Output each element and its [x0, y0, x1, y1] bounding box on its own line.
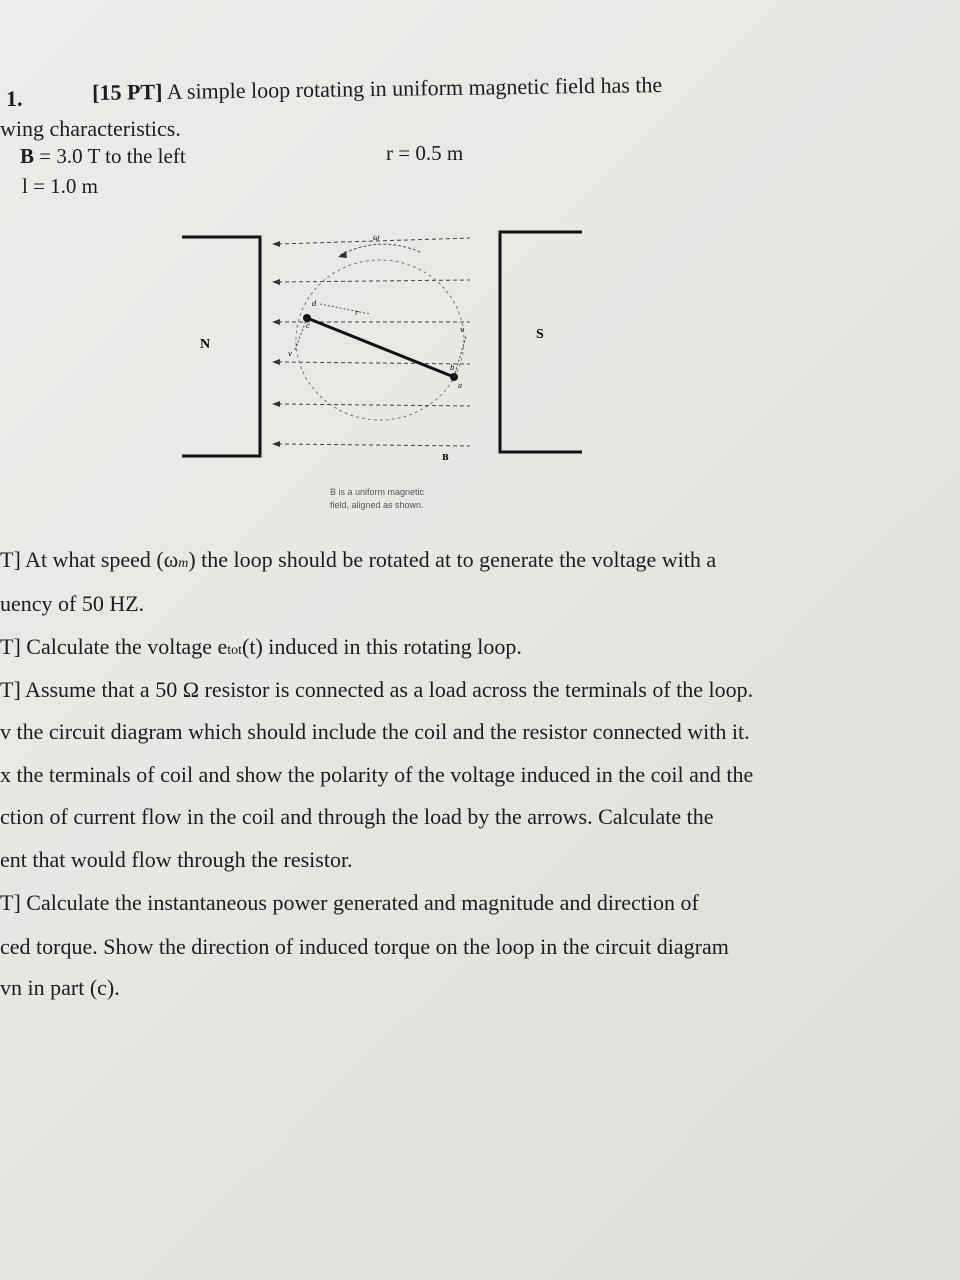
north-pole-bracket	[182, 237, 260, 456]
loop-diagram	[170, 220, 590, 520]
part-b-text-end: (t) induced in this rotating loop.	[242, 634, 522, 659]
given-l: l = 1.0 m	[22, 174, 99, 198]
question-intro-line2: wing characteristics.	[0, 116, 181, 141]
part-c-line5: ent that would flow through the resistor.	[0, 847, 353, 872]
south-pole-label: S	[536, 327, 544, 342]
diagram-caption-line2: field, aligned as shown.	[330, 500, 424, 510]
label-c: c	[306, 322, 310, 330]
field-B-label: B	[442, 452, 449, 462]
question-intro-line1	[92, 72, 662, 106]
part-b-line1	[0, 634, 522, 660]
part-c-line4: ction of current flow in the coil and through the load by the arrows. Calculate the	[0, 804, 714, 829]
part-d-line2: ced torque. Show the direction of induced torque on the loop in the circuit diagram	[0, 934, 729, 959]
label-a: a	[458, 382, 463, 390]
part-a-text-start: T] At what speed (ω	[0, 547, 179, 572]
velocity-label-cd: v	[288, 350, 292, 358]
velocity-vector-right	[454, 336, 466, 377]
given-B	[20, 144, 186, 169]
omega-arc	[340, 244, 420, 255]
velocity-label-ab: v	[460, 326, 464, 334]
field-lines	[278, 238, 470, 446]
part-a-line2: uency of 50 HZ.	[0, 591, 145, 616]
part-d-line3: vn in part (c).	[0, 975, 120, 1000]
given-r: r = 0.5 m	[386, 141, 464, 165]
question-points: [15 PT]	[92, 79, 163, 105]
given-B-symbol: B	[20, 144, 35, 168]
part-c-line1: T] Assume that a 50 Ω resistor is connected as a load across the terminals of the loop.	[0, 677, 754, 702]
omega-label: ω	[373, 233, 380, 242]
part-a-text-end: ) the loop should be rotated at to generate the voltage with a	[188, 547, 717, 572]
part-a-line1	[0, 547, 716, 573]
rotation-path	[296, 260, 464, 420]
south-pole-bracket	[500, 232, 582, 452]
part-b-text-start: T] Calculate the voltage e	[0, 634, 228, 659]
loop-conductor	[307, 318, 454, 377]
diagram-caption-line1: B is a uniform magnetic	[330, 487, 425, 497]
omega-arrowhead	[338, 251, 347, 258]
field-arrowheads	[272, 241, 280, 447]
part-b-subscript: tot	[227, 643, 243, 658]
label-b: b	[450, 364, 455, 372]
label-d: d	[312, 300, 317, 308]
north-pole-label: N	[200, 337, 211, 352]
question-number: 1.	[6, 86, 23, 111]
part-d-line1: T] Calculate the instantaneous power generated and magnitude and direction of	[0, 890, 699, 915]
part-c-line2: v the circuit diagram which should include the coil and the resistor connected with it.	[0, 719, 750, 744]
radius-label: r	[355, 309, 359, 317]
radius-marker	[320, 304, 370, 314]
part-c-line3: x the terminals of coil and show the polarity of the voltage induced in the coil and the	[0, 762, 754, 787]
part-a-subscript: m	[178, 556, 189, 571]
question-intro-text: A simple loop rotating in uniform magnetic field has the	[166, 72, 663, 104]
given-B-value: = 3.0 T to the left	[34, 144, 186, 168]
